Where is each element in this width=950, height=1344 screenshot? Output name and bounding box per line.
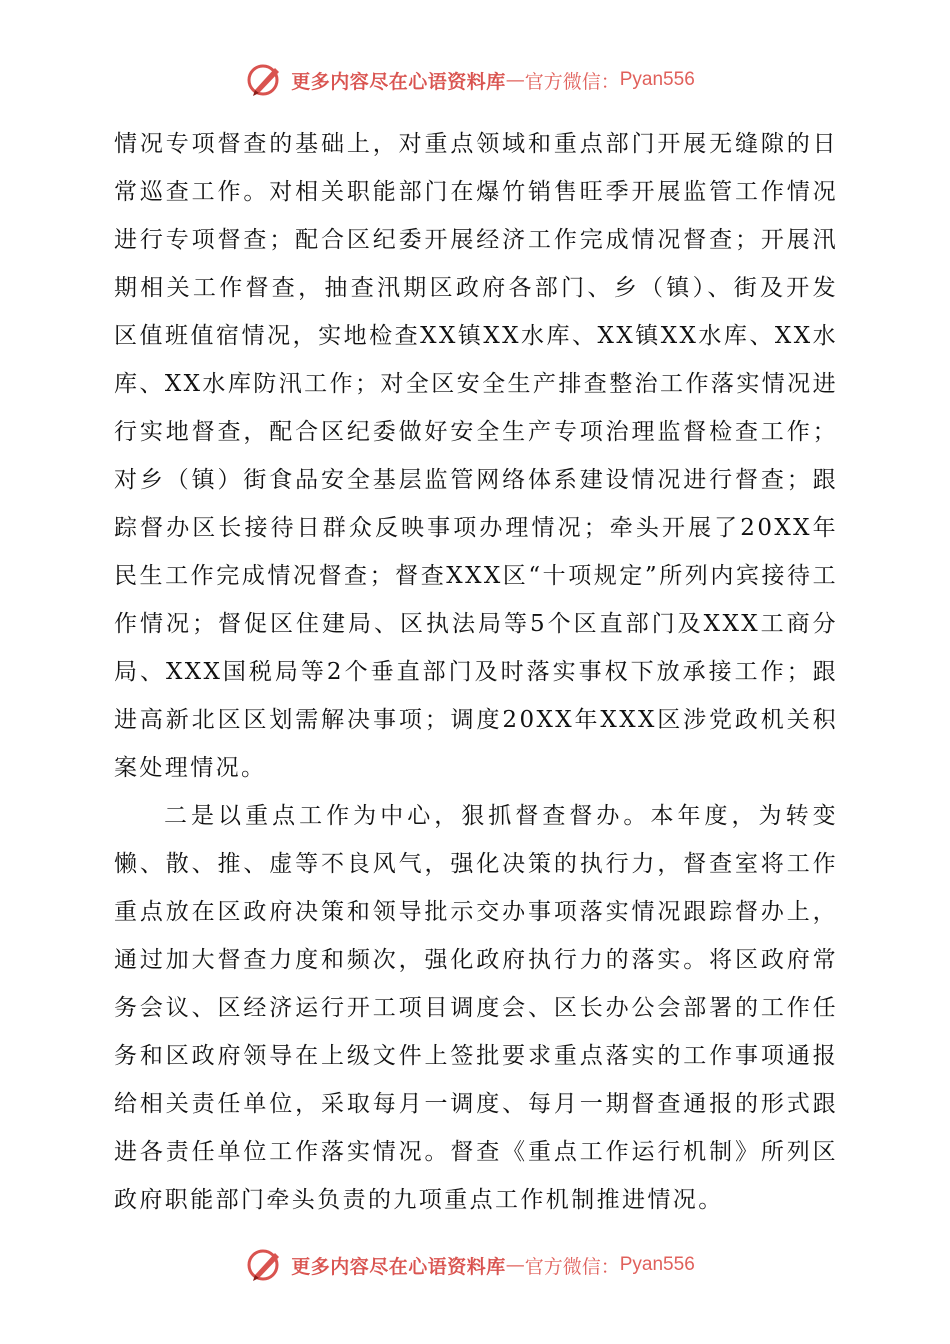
pen-logo-icon: [245, 60, 285, 100]
footer-banner-content: [245, 1245, 695, 1285]
header-banner-separator: —: [505, 69, 525, 91]
footer-banner: [0, 1240, 950, 1290]
header-banner-wechat-id: Pyan556: [619, 69, 695, 90]
footer-banner-sub-text: 官方微信：: [524, 1255, 620, 1278]
header-banner-sub-text: 官方微信：: [524, 70, 620, 93]
paragraph-2: 二是以重点工作为中心，狠抓督查督办。本年度，为转变懒、散、推、虚等不良风气，强化决策的执行力，督查室将工作重点放在区政府决策和领导批示交办事项落实情况跟踪督办上，通过加大督查力度和频次，强化政府执行力的落实。将区政府常务会议、区经济运行开工项目调度会、区长办公会部署的工作任务和区政府领导在上级文件上签批要求重点落实的工作事项通报给相关责任单位，采取每月一调度、每月一期督查通报的形式跟进各责任单位工作落实情况。督查《重点工作运行机制》所列区政府职能部门牵头负责的九项重点工作机制推进情况。: [114, 803, 838, 1213]
header-banner-main-text: 更多内容尽在心语资料库: [291, 70, 506, 93]
footer-banner-wechat-id: Pyan556: [619, 1254, 695, 1275]
header-banner: [0, 55, 950, 105]
header-banner-content: [245, 60, 695, 100]
footer-banner-main-text: 更多内容尽在心语资料库: [291, 1255, 506, 1278]
pen-logo-icon: [245, 1245, 285, 1285]
paragraph-1: 情况专项督查的基础上，对重点领域和重点部门开展无缝隙的日常巡查工作。对相关职能部门在爆竹销售旺季开展监管工作情况进行专项督查；配合区纪委开展经济工作完成情况督查；开展汛期相关工作督查，抽查汛期区政府各部门、乡（镇）、街及开发区值班值宿情况，实地检查XX镇XX水库、XX镇XX水库、XX水库、XX水库防汛工作；对全区安全生产排查整治工作落实情况进行实地督查，配合区纪委做好安全生产专项治理监督检查工作；对乡（镇）街食品安全基层监管网络体系建设情况进行督查；跟踪督办区长接待日群众反映事项办理情况；牵头开展了20XX年民生工作完成情况督查；督查XXX区“十项规定”所列内宾接待工作情况；督促区住建局、区执法局等5个区直部门及XXX工商分局、XXX国税局等2个垂直部门及时落实事权下放承接工作；跟进高新北区区划需解决事项；调度20XX年XXX区涉党政机关积案处理情况。: [114, 131, 838, 781]
footer-banner-separator: —: [505, 1254, 525, 1276]
document-body: [114, 120, 838, 1224]
